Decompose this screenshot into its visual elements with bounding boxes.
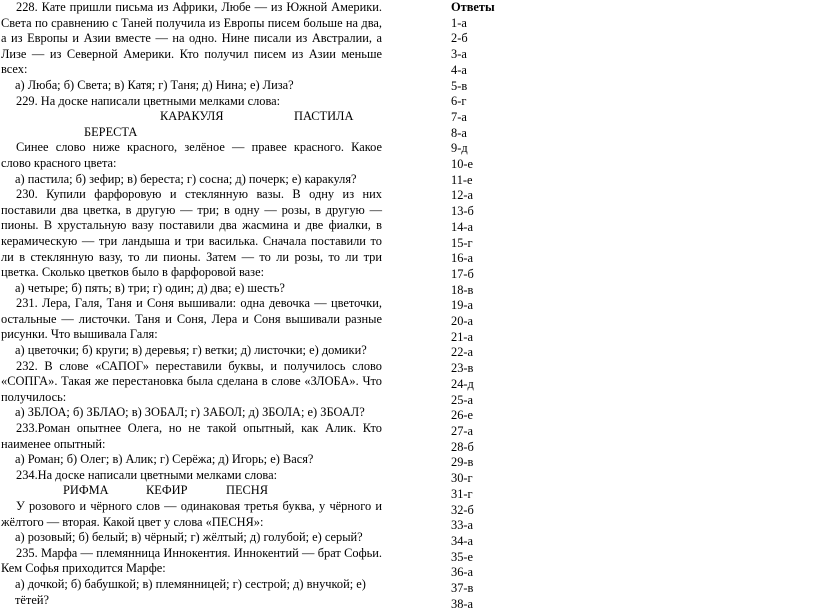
task-229-word-3: БЕРЕСТА [84,124,138,139]
answers-column [451,0,531,612]
answer-item: 1-а [451,15,467,30]
task-230-text: 230. Купили фарфоровую и стеклянную вазы. В одну из них поставили два цветка, в другую — три; в одну — розы, в другую — пионы. В хрустальную вазу поставили два жасмина и две фиалки, в керамическую — три ландыша и три василька. Сначала поставили то ли в стеклянную вазу, то ли пионы. Затем — то ли розы, то ли три цветка. Сколько цветков было в фарфоровой вазе: [1,187,382,280]
answer-item: 29-в [451,455,474,470]
answer-item: 13-б [451,204,474,219]
answer-item: 34-а [451,533,474,548]
task-234-words-row [1,483,382,499]
answer-item: 33-а [451,518,474,533]
answers-list [451,16,531,612]
task-233-text: 233.Роман опытнее Олега, но не такой опытный, как Алик. Кто наименее опытный: [1,421,382,451]
answer-item: 22-а [451,345,474,360]
task-234-options: а) розовый; б) белый; в) чёрный; г) жёлтый; д) голубой; е) серый? [15,530,363,545]
answer-item: 7-а [451,109,467,124]
answer-item: 35-е [451,549,474,564]
answer-item: 17-б [451,266,474,281]
task-229-text: 229. На доске написали цветными мелками слова: [16,93,281,108]
answer-item: 31-г [451,486,473,501]
answer-item: 36-а [451,565,474,580]
answer-item: 3-а [451,47,467,62]
task-232-text: 232. В слове «САПОГ» переставили буквы, и получилось слово «СОПГА». Такая же перестановка была сделана в слове «ЗЛОБА». Что получилось: [1,358,382,404]
answer-item: 26-е [451,408,474,423]
task-229-word-1: КАРАКУЛЯ [160,109,224,124]
task-229-words-row-1 [1,109,382,125]
answer-item: 12-а [451,188,474,203]
task-229-word-2: ПАСТИЛА [294,109,354,124]
task-234-word-1: РИФМА [63,483,109,498]
task-234-word-2: КЕФИР [146,483,188,498]
task-230-options: а) четыре; б) пять; в) три; г) один; д) два; е) шесть? [15,280,285,295]
task-228-options: а) Люба; б) Света; в) Катя; г) Таня; д) Нина; е) Лиза? [15,77,294,92]
task-228-text: 228. Кате пришли письма из Африки, Любе — из Южной Америки. Света по сравнению с Таней получила из Европы писем больше на два, а из Европы и Азии вместе — на одно. Нине писали из Австралии, а Лизе — из Северной Америки. Кто получил писем из Азии меньше всех: [1,0,382,77]
answer-item: 23-в [451,361,474,376]
answer-item: 11-е [451,172,473,187]
answer-item: 10-е [451,157,474,172]
task-234-word-3: ПЕСНЯ [226,483,268,498]
answer-item: 5-в [451,78,468,93]
answer-item: 37-в [451,581,474,596]
task-235-text: 235. Марфа — племянница Иннокентия. Иннокентий — брат Софьи. Кем Софья приходится Марфе: [1,545,382,576]
answer-item: 18-в [451,282,474,297]
answer-item: 16-а [451,251,474,266]
answers-title: Ответы [451,0,495,14]
task-234-text: 234.На доске написали цветными мелками слова: [16,467,278,482]
task-229-question: Синее слово ниже красного, зелёное — правее красного. Какое слово красного цвета: [1,140,382,170]
answer-item: 20-а [451,314,474,329]
task-231-options: а) цветочки; б) круги; в) деревья; г) ветки; д) листочки; е) домики? [15,343,367,358]
task-234-question: У розового и чёрного слов — одинаковая третья буква, у чёрного и жёлтого — вторая. Какой цвет у слова «ПЕСНЯ»: [1,499,382,529]
answer-item: 21-а [451,329,474,344]
answer-item: 6-г [451,94,467,109]
task-231-text: 231. Лера, Галя, Таня и Соня вышивали: одна девочка — цветочки, остальные — листочки. Таня и Соня, Лера и Соня вышивали разные рисунки. Что вышивала Галя: [1,296,382,342]
tasks-column [1,0,382,608]
task-233-options: а) Роман; б) Олег; в) Алик; г) Серёжа; д) Игорь; е) Вася? [15,452,314,467]
answer-item: 8-а [451,125,467,140]
answer-item: 24-д [451,376,474,391]
answer-item: 2-б [451,31,468,46]
answer-item: 15-г [451,235,473,250]
answer-item: 38-а [451,596,474,611]
answer-item: 25-а [451,392,474,407]
answer-item: 14-а [451,219,474,234]
task-235-options: а) дочкой; б) бабушкой; в) племянницей; г) сестрой; д) внучкой; е) тётей? [15,576,366,607]
answer-item: 28-б [451,439,474,454]
answer-item: 4-а [451,62,467,77]
answer-item: 30-г [451,471,473,486]
task-229-options: а) пастила; б) зефир; в) береста; г) сосна; д) почерк; е) каракуля? [15,171,357,186]
task-232-options: а) ЗБЛОА; б) ЗБЛАО; в) ЗОБАЛ; г) ЗАБОЛ; д) ЗБОЛА; е) ЗБОАЛ? [15,405,365,420]
answer-item: 9-д [451,141,468,156]
task-229-words-row-2 [1,125,382,141]
answer-item: 32-б [451,502,474,517]
answer-item: 27-а [451,423,474,438]
answer-item: 19-а [451,298,474,313]
